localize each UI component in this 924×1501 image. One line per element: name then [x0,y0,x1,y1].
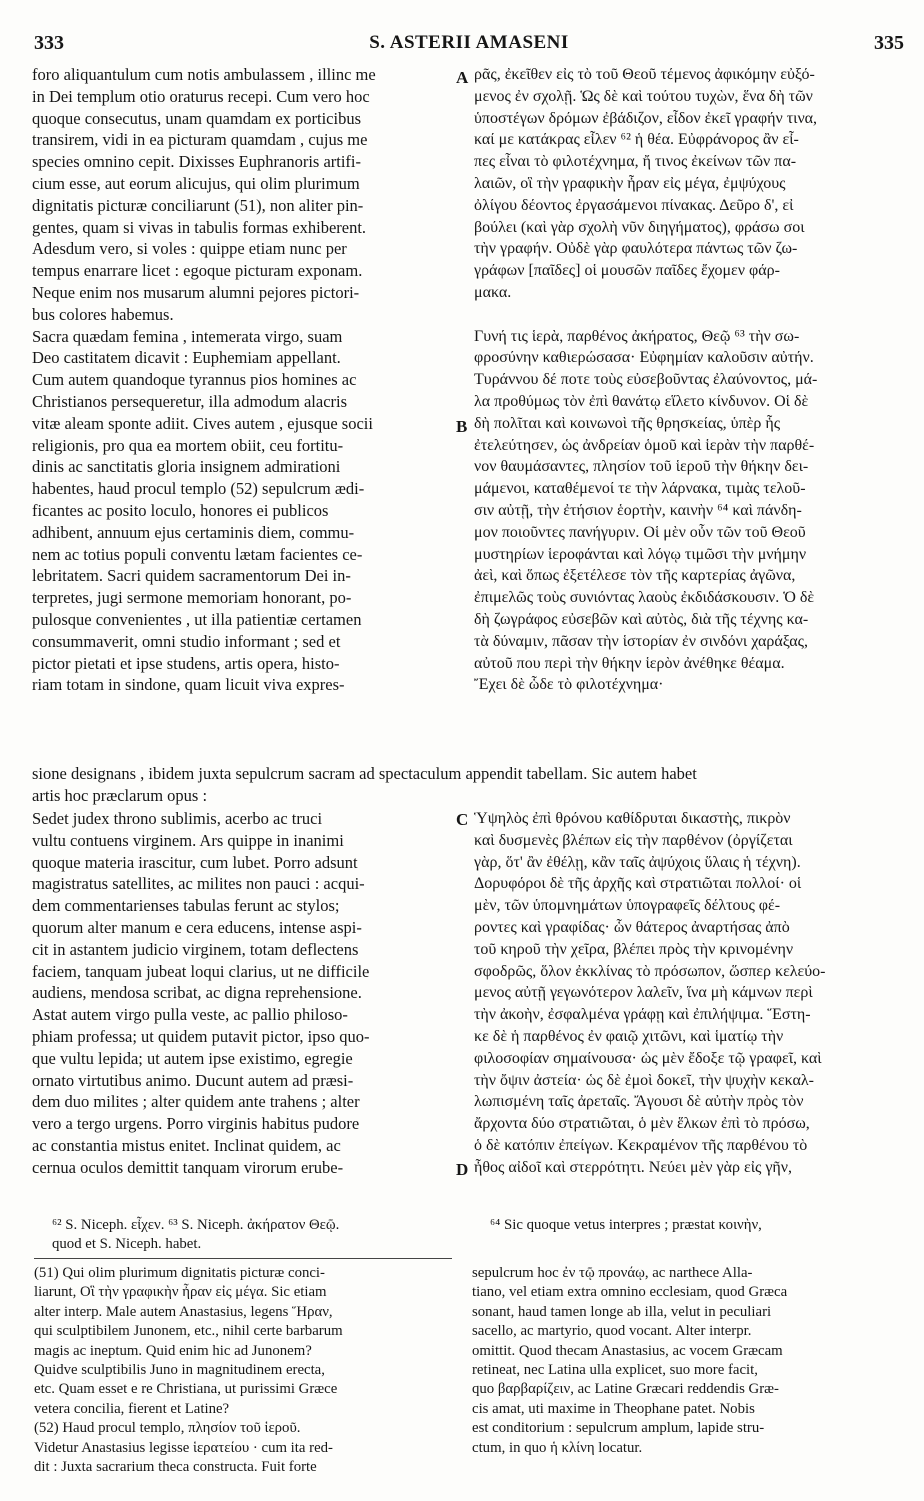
margin-letter-c: C [456,810,469,829]
greek-line: Τυράννου δέ ποτε τοὺς εὐσεβοῦντας ἐλαύνοντος, μά- [474,371,818,389]
footnote-line: cis amat, uti maxime in Theophane patet. Nobis [472,1400,755,1417]
latin-line: pulosque convenientes , ut illa patientiæ certamen [32,609,362,629]
footnote-line: magis ac ineptum. Quid enim hic ad Junonem? [34,1342,312,1359]
footnote-line: Videtur Anastasius legisse ἱερατείου · cum ita red- [34,1439,333,1456]
footnotes-left [34,1264,454,1477]
greek-line: Ἔχει δὲ ὧδε τὸ φιλοτέχνημα· [474,676,664,694]
latin-line: phiam professa; ut quidem putavit pictor, ipso quo- [32,1026,370,1046]
page-number-right: 335 [874,32,904,54]
latin-line: ac constantia mistus enitet. Inclinat quidem, ac [32,1135,341,1155]
latin-line: dignitatis picturæ conciliarunt (51), non aliter pin- [32,195,364,215]
latin-line: dem commentarienses tabulas ferunt ac stylos; [32,896,340,916]
latin-line: dem duo milites ; alter quidem ante trahens ; alter [32,1092,360,1112]
latin-line: dinis ac sanctitatis gloria insignem admirationi [32,457,341,477]
footnote-line: dit : Juxta sacrarium theca constructa. Fuit forte [34,1458,317,1475]
margin-letter-b: B [456,417,468,436]
footnote-line: sacello, ac martyrio, quod vocant. Alter interpr. [472,1323,752,1340]
greek-line: αὐτοῦ που περὶ τὴν θήκην ἱερὸν ἀνέθηκε θέαμα. [474,654,785,672]
latin-line: bus colores habemus. [32,304,174,324]
footnote-line: ctum, in quo ἡ κλίνη locatur. [472,1439,643,1456]
greek-line: φροσύνην καθιερώσασα· Εὐφημίαν καλοῦσιν αὐτήν. [474,349,814,367]
footnote-variant-64 [490,1216,910,1235]
latin-line: religionis, pro qua ea mortem obiit, ceu fortitu- [32,435,344,455]
greek-line: Γυνή τις ἱερὰ, παρθένος ἀκήρατος, Θεῷ ⁶³ τὴν σω- [474,327,800,345]
greek-line: δὴ ζωγράφος εὐσεβῶν καὶ αὐτὸς, διὰ τῆς τέχνης κα- [474,610,809,628]
latin-line: in Dei templum otio oraturus recepi. Cum vero hoc [32,86,370,106]
latin-line: consummaverit, omni studio informant ; sed et [32,631,341,651]
footnote-line: (51) Qui olim plurimum dignitatis picturæ conci- [34,1265,325,1281]
margin-letter-d: D [456,1160,469,1179]
latin-line: Cum autem quandoque tyrannus pios homines ac [32,370,357,390]
greek-line [474,304,910,326]
greek-line: γὰρ, ὅτ' ἂν ἐθέλῃ, κἂν ταῖς ἀψύχοις ὕλαις ἡ τέχνη). [474,853,801,871]
greek-line: ἐπιμελῶς τοὺς συνιόντας λαοὺς ἐκδιδάσκουσιν. Ὁ δὲ [474,589,815,607]
greek-line: ἦθος αἰδοῖ καὶ στερρότητι. Νεύει μὲν γὰρ εἰς γῆν, [474,1158,792,1176]
greek-line: λα προθύμως τὸν ἐπὶ θανάτῳ εἵλετο κίνδυνον. Οἱ δὲ [474,392,809,410]
greek-line: μακα. [474,283,512,301]
latin-line: vitæ aleam sponte adiit. Cives autem , ejusque socii [32,413,373,433]
footnote-line: etc. Quam esset e re Christiana, ut purissimi Græce [34,1381,338,1398]
greek-line: ρᾶς, ἐκεῖθεν εἰς τὸ τοῦ Θεοῦ τέμενος ἀφικόμην εὐξό- [474,66,815,83]
full-line: sione designans , ibidem juxta sepulcrum sacram ad spectaculum appendit tabellam. Sic autem habet [32,764,697,783]
latin-line: gentes, quam si vivas in tabulis formas exhiberent. [32,217,367,237]
footnote-variants [52,1216,452,1255]
footnotes-right [472,1264,912,1458]
greek-line: μὲν, τῶν ὑπομνημάτων ὑπογραφεῖς δέλτους φέ- [474,897,781,915]
greek-line: νον θαυμάσαντες, πλησίον τοῦ ἱεροῦ τὴν θήκην δει- [474,458,809,476]
latin-line: Christianos persequeretur, illa admodum alacris [32,391,348,411]
full-width-lines [32,763,912,807]
margin-letter-a: A [456,68,469,87]
greek-line: μάμενοι, καταθέμενοί τε τὴν λάρνακα, τιμὰς τελοῦ- [474,480,806,498]
greek-line: φιλοσοφίαν σημαίνουσα· ὡς μὲν ἔδοξε τῷ γραφεῖ, καὶ [474,1049,822,1067]
greek-line: ἐτελεύτησεν, ὡς ἀνδρείαν ὁμοῦ καὶ ἱερὰν τὴν παρθέ- [474,436,815,454]
greek-line: ἀεὶ, καὶ ὅπως ἐξετέλεσε τὸν τῆς καρτερίας ἀγῶνα, [474,567,796,585]
latin-line: lebritatem. Sacri quidem sacramentorum Dei in- [32,566,351,586]
greek-line: δὴ πολῖται καὶ κοινωνοὶ τῆς θρησκείας, ὑπὲρ ἧς [474,414,781,432]
footnote-line: omittit. Quod thecam Anastasius, ac vocem Græcam [472,1342,783,1359]
latin-line: riam totam in sindone, quam licuit viva expres- [32,675,345,695]
latin-line: adhibent, annuum ejus certaminis diem, commu- [32,522,355,542]
greek-line: τὴν ὄψιν ἀστεία· ὡς δὲ ἐμοὶ δοκεῖ, τὴν ψυχὴν κεκαλ- [474,1071,814,1089]
greek-line: λαιῶν, οἳ τὴν γραφικὴν ἦραν εἰς μέγα, ἐμψύχους [474,174,786,192]
greek-line: καί με κατάκρας εἷλεν ⁶² ἡ θέα. Εὐφράνορος ἂν εἶ- [474,131,799,149]
greek-line: τὰ δύναμιν, πᾶσαν τὴν ἱστορίαν ἐν σινδόνι χαράξας, [474,632,808,650]
greek-line: κε δὲ ἡ παρθένος ἐν φαιῷ χιτῶνι, καὶ ἱματίῳ τὴν [474,1027,784,1045]
footnote-line: quod et S. Niceph. habet. [52,1236,202,1253]
footnote-line: ⁶⁴ Sic quoque vetus interpres ; præstat κοινὴν, [490,1217,762,1233]
latin-line: Sedet judex throno sublimis, acerbo ac truci [32,809,323,828]
page-number-left: 333 [34,32,64,54]
footnote-line: liarunt, Οἳ τὴν γραφικὴν ἦραν εἰς μέγα. Sic etiam [34,1284,327,1301]
latin-line: ornato virtutibus animo. Ducunt autem ad præsi- [32,1070,354,1090]
latin-column-top [32,64,450,696]
latin-line: magistratus satellites, ac milites non pauci : acqui- [32,874,365,894]
footnote-line: retineat, nec Latina ulla explicet, suo more facit, [472,1361,758,1378]
latin-line: tempus enarrare licet : egoque picturam exponam. [32,261,363,281]
latin-line: Deo castitatem dicavit : Euphemiam appellant. [32,348,341,368]
greek-line: λωπισμένη ταῖς ἀρεταῖς. Ἄγουσι δὲ αὐτὴν πρὸς τὸν [474,1093,804,1111]
greek-line: Δορυφόροι δὲ τῆς ἀρχῆς καὶ στρατιῶται πολλοί· οἱ [474,875,802,893]
greek-line: σιν αὐτῇ, τὴν ἐτήσιον ἑορτὴν, καινὴν ⁶⁴ καὶ πάνδη- [474,501,802,519]
latin-line: Adesdum vero, si voles : quippe etiam nunc per [32,239,347,259]
latin-line: que vultu lepida; ut autem ipse existimo, egregie [32,1048,353,1068]
latin-line: cit in astantem judicio virginem, totam deflectens [32,939,359,959]
greek-line: τὴν ἀκοὴν, ἐσφαλμένα γράφῃ καὶ ἐπιλήψιμα. Ἕστη- [474,1006,811,1024]
footnote-line: qui sculptibilem Junonem, etc., nihil certe barbarum [34,1323,343,1340]
greek-line: ὁ δὲ κατόπιν ἐπείγων. Κεκραμένον τῆς παρθένου τὸ [474,1136,808,1154]
greek-line: γράφων [παῖδες] οἱ μουσῶν παῖδες ἔχομεν φάρ- [474,262,780,280]
greek-line: μον ποιοῦντες πανήγυριν. Οἱ μὲν οὖν τῶν τοῦ Θεοῦ [474,523,806,541]
footnote-line: quo βαρβαρίζειν, ac Latine Græcari reddendis Græ- [472,1381,779,1398]
latin-line: vultu contuens virginem. Ars quippe in inanimi [32,830,344,850]
greek-column-middle [474,808,910,1179]
latin-line: Neque enim nos musarum alumni pejores pictori- [32,282,360,302]
latin-line: transirem, vidi in ea picturam quamdam , cujus me [32,130,368,150]
greek-line: ροντες καὶ γραφίδας· ὧν θάτερος ἀναρτήσας ἀπὸ [474,918,790,936]
latin-line: quoque consecutus, unam quamdam ex porticibus [32,108,362,128]
footnote-rule [34,1258,452,1259]
greek-line: ὑποστέγων δρόμων ἐβάδιζον, εἶδον ἐκεῖ γραφήν τινα, [474,109,818,127]
latin-line: quorum alter manum e cera educens, intense aspi- [32,917,362,937]
footnote-line: est conditorium : sepulcrum amplum, lapide stru- [472,1420,765,1437]
greek-line: σφοδρῶς, ὅλον ἐκκλίνας τὸ πρόσωπον, ὥσπερ κελεύο- [474,962,826,980]
footnote-line: Quidve sculptibilis Juno in magnitudinem erecta, [34,1361,325,1378]
footnote-line: tiano, vel etiam extra omnino ecclesiam, quod Græca [472,1284,788,1301]
footnote-line: alter interp. Male autem Anastasius, legens Ἥραν, [34,1303,333,1320]
latin-line: terpretes, jugi sermone memoriam honorant, po- [32,588,352,608]
footnote-line: ⁶² S. Niceph. εἶχεν. ⁶³ S. Niceph. ἀκήρατον Θεῷ. [52,1217,340,1233]
footnote-line: sonant, haud tamen longe ab illa, velut in peculiari [472,1303,772,1320]
greek-line: τὴν γραφήν. Οὐδὲ γὰρ φαυλότερα πάντως τῶν ζω- [474,240,798,258]
running-title: S. ASTERII AMASENI [369,32,569,53]
latin-line: faciem, tanquam jubeat loqui clarius, ut ne difficile [32,961,370,981]
full-line: artis hoc præclarum opus : [32,785,208,805]
greek-line: πες εἶναι τὸ φιλοτέχνημα, ἤ τινος ἐκείνων τῶν πα- [474,153,797,171]
latin-line: quoque materia irascitur, cum lubet. Porro adsunt [32,852,358,872]
footnote-line: vetera concilia, fierent et Latine? [34,1400,230,1417]
greek-line: ἄρχοντα δύο στρατιῶται, ὁ μὲν ἕλκων ἐπὶ τὸ πρόσω, [474,1115,810,1133]
latin-line: species omnino cepit. Dixisses Euphranoris artifi- [32,152,362,172]
greek-column-top [474,64,910,696]
greek-line: βούλει (καὶ γὰρ σχολὴ νῦν διηγήματος), φράσω σοι [474,218,805,236]
latin-line: cium esse, aut eorum alicujus, qui olim plurimum [32,173,360,193]
latin-line: vero a tergo urgens. Porro virginis habitus pudore [32,1114,360,1134]
latin-column-middle [32,808,450,1179]
latin-line: Astat autem virgo pulla veste, ac pallio philoso- [32,1005,348,1025]
latin-line: ficantes ac posito loculo, honores ei publicos [32,500,329,520]
greek-line: μυστηρίων ἱεροφάνται καὶ λόγῳ τιμῶσι τὴν μνήμην [474,545,807,563]
greek-line: τοῦ κηροῦ τὴν χεῖρα, βλέπει πρὸς τὴν κρινομένην [474,940,794,958]
latin-line: Sacra quædam femina , intemerata virgo, suam [32,326,343,346]
greek-line: ὀλίγου δέοντος ἐργασάμενοι πίνακας. Δεῦρο δ', εἰ [474,196,794,214]
latin-line: nem ac totius populi conventu lætam facientes ce- [32,544,363,564]
footnote-line: (52) Haud procul templo, πλησίον τοῦ ἱεροῦ. [34,1420,301,1437]
greek-line: μενος ἐν σχολῇ. Ὡς δὲ καὶ τούτου τυχὼν, ἕνα δὴ τῶν [474,87,813,105]
latin-line: habentes, haud procul templo (52) sepulcrum ædi- [32,479,365,499]
latin-line: foro aliquantulum cum notis ambulassem , illinc me [32,65,376,84]
latin-line: pictor pietati et ipse studens, artis opera, histo- [32,653,340,673]
latin-line: cernua oculos demittit tanquam virorum erube- [32,1157,344,1177]
running-header [34,32,904,58]
latin-line: audiens, mendosa scribat, ac digna reprehensione. [32,983,362,1003]
greek-line: καὶ δυσμενὲς βλέπων εἰς τὴν παρθένον (ὀργίζεται [474,831,793,849]
greek-line: Ὑψηλὸς ἐπὶ θρόνου καθίδρυται δικαστὴς, πικρὸν [474,810,791,827]
footnote-line: sepulcrum hoc ἐν τῷ προνάῳ, ac narthece Alla- [472,1265,753,1281]
greek-line: μενος αὐτῇ γεγωνότερον λαλεῖν, ἵνα μὴ κάμνων περὶ [474,984,813,1002]
